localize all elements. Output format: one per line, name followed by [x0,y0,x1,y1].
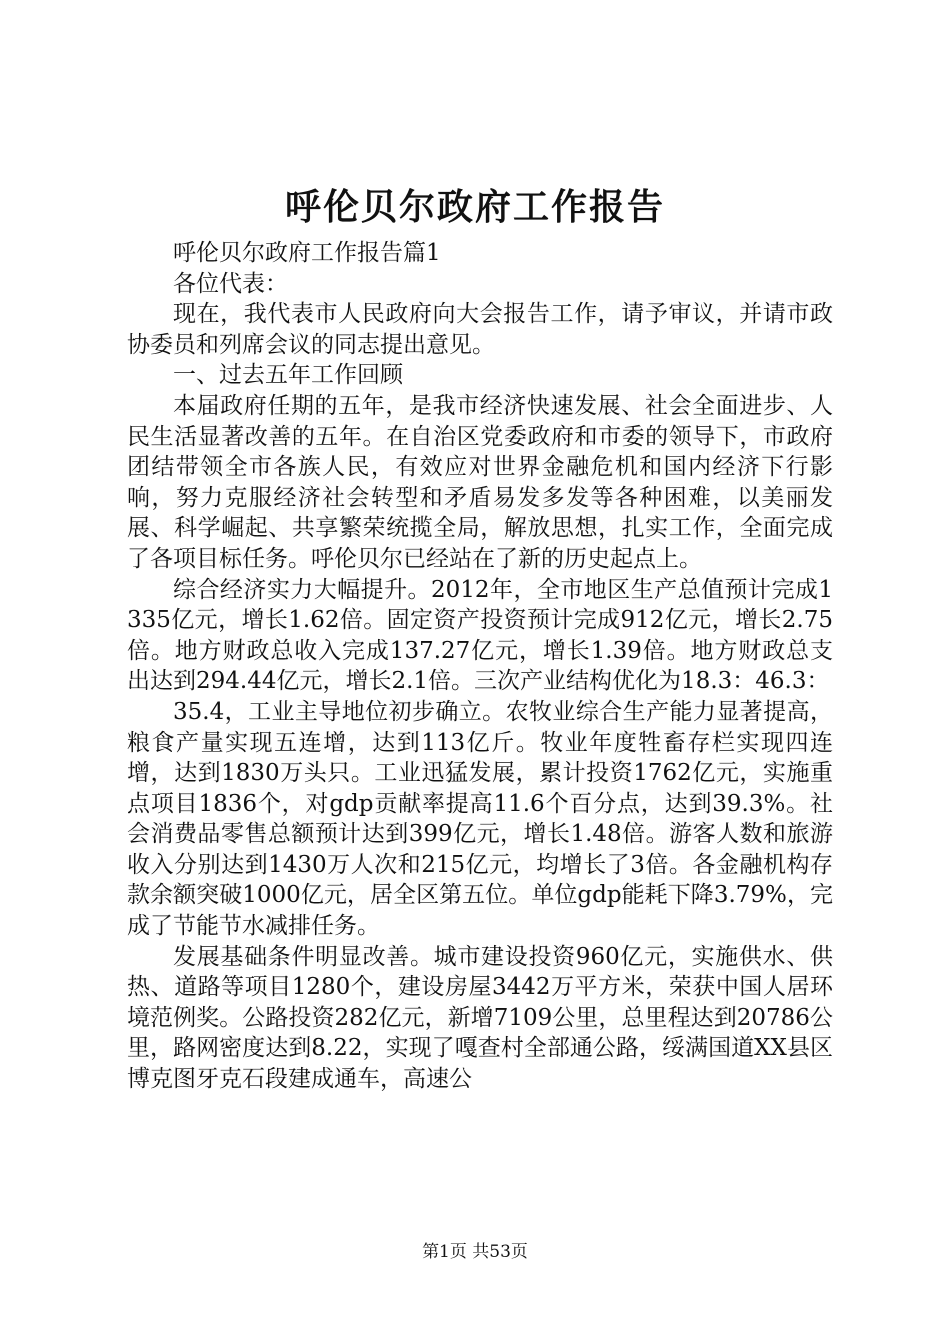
document-title: 呼伦贝尔政府工作报告 [284,186,665,228]
paragraph-subtitle: 呼伦贝尔政府工作报告篇1 [173,240,441,266]
document-body [127,238,833,1095]
paragraph-salutation: 各位代表： [173,270,288,297]
page-indicator: 第1页 共53页 [422,1242,528,1262]
paragraph-infrastructure: 发展基础条件明显改善。城市建设投资960亿元，实施供水、供热、道路等项目1280个，建设房屋3442万平方米，荣获中国人居环境范例奖。公路投资282亿元，新增7109公里，总里程达到20786公里，路网密度达到8.22，实现了嘎查村全部通公路，绥满国道XX县区博克图牙克石段建成通车，高速公 [127,943,833,1093]
paragraph-economy: 综合经济实力大幅提升。2012年，全市地区生产总值预计完成1335亿元，增长1.62倍。固定资产投资预计完成912亿元，增长2.75倍。地方财政总收入完成137.27亿元，增长1.39倍。地方财政总支出达到294.44亿元，增长2.1倍。三次产业结构优化为18.3：46.3： [127,576,833,695]
section-heading: 一、过去五年工作回顾 [173,362,403,389]
paragraph-intro: 现在，我代表市人民政府向大会报告工作，请予审议，并请市政协委员和列席会议的同志提出意见。 [127,301,833,358]
paragraph-summary: 本届政府任期的五年，是我市经济快速发展、社会全面进步、人民生活显著改善的五年。在自治区党委政府和市委的领导下，市政府团结带领全市各族人民，有效应对世界金融危机和国内经济下行影响，努力克服经济社会转型和矛盾易发多发等各种困难，以美丽发展、科学崛起、共享繁荣统揽全局，解放思想，扎实工作，全面完成了各项目标任务。呼伦贝尔已经站在了新的历史起点上。 [127,392,833,572]
paragraph-economy-continued: 35.4，工业主导地位初步确立。农牧业综合生产能力显著提高，粮食产量实现五连增，达到113亿斤。牧业年度牲畜存栏实现四连增，达到1830万头只。工业迅猛发展，累计投资1762亿元，实施重点项目1836个，对gdp贡献率提高11.6个百分点，达到39.3%。社会消费品零售总额预计达到399亿元，增长1.48倍。游客人数和旅游收入分别达到1430万人次和215亿元，均增长了3倍。各金融机构存款余额突破1000亿元，居全区第五位。单位gdp能耗下降3.79%，完成了节能节水减排任务。 [127,698,833,940]
